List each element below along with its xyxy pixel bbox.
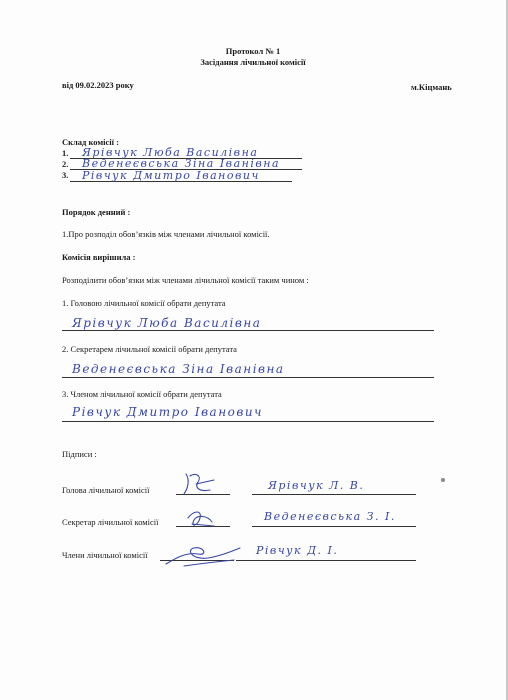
signature-scribble: [164, 538, 244, 574]
signatures-heading: Підписи :: [62, 449, 97, 459]
agenda-heading: Порядок денний :: [62, 207, 131, 217]
signature-name-line: [252, 494, 416, 495]
signature-name-handwritten: Ярівчук Л. В.: [268, 479, 365, 492]
member-number: 1.: [62, 148, 69, 158]
protocol-subtitle: Засідання лічильної комісії: [200, 57, 306, 67]
protocol-place: м.Кіцмань: [411, 82, 452, 92]
decision-item: 3. Членом лічильної комісії обрати депутата: [62, 389, 222, 399]
member-name-handwritten: Рівчук Дмитро Іванович: [82, 169, 260, 182]
agenda-item: 1.Про розподіл обов’язків між членами лічильної комісії.: [62, 229, 270, 239]
member-number: 2.: [62, 159, 69, 169]
decision-intro: Розподілити обов’язки між членами лічильної комісії таким чином :: [62, 275, 309, 285]
decision-name-handwritten: Ярівчук Люба Василівна: [72, 316, 262, 330]
member-number: 3.: [62, 170, 69, 180]
signature-name-line: [236, 560, 416, 561]
decision-heading: Комісія вирішила :: [62, 252, 136, 262]
signature-label: Голова лічильної комісії: [62, 485, 150, 495]
decision-item: 2. Секретарем лічильної комісії обрати депутата: [62, 344, 237, 354]
signature-name-line: [252, 526, 416, 527]
signature-scribble: [184, 504, 224, 534]
signature-name-handwritten: Рівчук Д. І.: [256, 544, 339, 557]
decision-line: [62, 330, 434, 331]
member-name-handwritten: Ярівчук Люба Василівна: [82, 146, 259, 159]
decision-line: [62, 421, 434, 422]
member-name-handwritten: Веденеєвська Зіна Іванівна: [82, 157, 281, 170]
decision-name-handwritten: Веденеєвська Зіна Іванівна: [72, 362, 285, 376]
decision-line: [62, 377, 434, 378]
decision-name-handwritten: Рівчук Дмитро Іванович: [72, 405, 264, 419]
composition-heading: Склад комісії :: [62, 137, 119, 147]
scan-artifact-dot: [441, 478, 445, 482]
signature-label: Секретар лічильної комісії: [62, 517, 159, 527]
signature-label: Члени лічильної комісії: [62, 550, 148, 560]
protocol-title: Протокол № 1: [225, 46, 281, 56]
signature-scribble: [180, 470, 220, 500]
signature-name-handwritten: Веденеєвська З. І.: [264, 510, 396, 523]
decision-item: 1. Головою лічильної комісії обрати депутата: [62, 298, 226, 308]
protocol-date: від 09.02.2023 року: [62, 80, 134, 90]
